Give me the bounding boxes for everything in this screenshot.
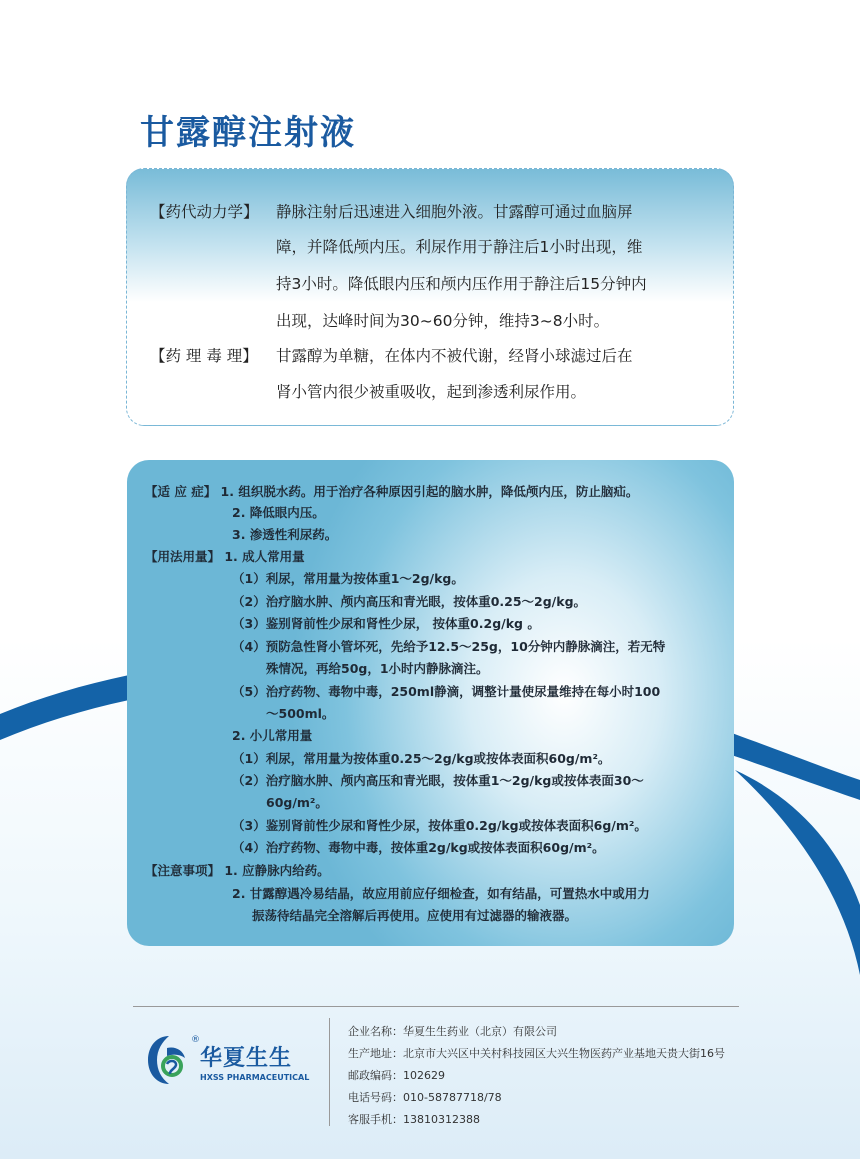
pharmacokinetics-line: 持3小时。降低眼内压和颅内压作用于静注后15分钟内 <box>276 275 647 293</box>
toxicology-line: 肾小管内很少被重吸收，起到渗透利尿作用。 <box>276 383 587 401</box>
dosage-line: （4）预防急性肾小管坏死，先给予12.5～25g，10分钟内静脉滴注，若无特 <box>232 639 666 654</box>
company-address: 生产地址：北京市大兴区中关村科技园区大兴生物医药产业基地天贵大街16号 <box>348 1047 725 1060</box>
indications-line: 3. 渗透性利尿药。 <box>232 527 338 542</box>
pharmacokinetics-line: 出现，达峰时间为30~60分钟，维持3~8小时。 <box>276 312 610 330</box>
pharmacokinetics-line: 静脉注射后迅速进入细胞外液。甘露醇可通过血脑屏 <box>276 203 633 221</box>
registered-mark: ® <box>191 1035 200 1045</box>
dosage-line: ～500ml。 <box>266 706 335 721</box>
toxicology-line: 甘露醇为单糖，在体内不被代谢，经肾小球滤过后在 <box>276 347 633 365</box>
phone-number: 电话号码：010-58787718/78 <box>348 1091 502 1104</box>
dosage-line: （1）利尿，常用量为按体重0.25～2g/kg或按体表面积60g/m²。 <box>232 751 611 766</box>
precautions-line: 2. 甘露醇遇冷易结晶，故应用前应仔细检查，如有结晶，可置热水中或用力 <box>232 886 650 901</box>
precautions-line: 振荡待结晶完全溶解后再使用。应使用有过滤器的输液器。 <box>252 908 578 923</box>
company-logo-text: 华夏生生 <box>200 1046 293 1071</box>
dosage-line: （2）治疗脑水肿、颅内高压和青光眼，按体重1～2g/kg或按体表面30～ <box>232 773 644 788</box>
company-name: 企业名称：华夏生生药业（北京）有限公司 <box>348 1025 557 1038</box>
indications-line: 【适 应 症】 1. 组织脱水药。用于治疗各种原因引起的脑水肿，降低颅内压，防止脑疝。 <box>145 484 639 499</box>
dosage-line: （5）治疗药物、毒物中毒，250ml静滴，调整计量使尿量维持在每小时100 <box>232 684 661 699</box>
dosage-line: （3）鉴别肾前性少尿和肾性少尿，按体重0.2g/kg或按体表面积6g/m²。 <box>232 818 647 833</box>
dosage-line: （1）利尿，常用量为按体重1～2g/kg。 <box>232 571 464 586</box>
page-title: 甘露醇注射液 <box>140 113 356 153</box>
dosage-line: 【用法用量】 1. 成人常用量 <box>145 549 305 564</box>
dosage-line: 殊情况，再给50g，1小时内静脉滴注。 <box>266 661 489 676</box>
footer-vertical-divider <box>329 1018 330 1126</box>
dosage-line: 60g/m²。 <box>266 795 328 810</box>
pharmacokinetics-label: 【药代动力学】 <box>150 203 259 221</box>
postal-code: 邮政编码：102629 <box>348 1069 445 1082</box>
pharmacokinetics-line: 障，并降低颅内压。利尿作用于静注后1小时出现，维 <box>276 238 643 256</box>
dosage-line: （4）治疗药物、毒物中毒，按体重2g/kg或按体表面积60g/m²。 <box>232 840 605 855</box>
service-mobile: 客服手机：13810312388 <box>348 1113 480 1126</box>
indications-line: 2. 降低眼内压。 <box>232 505 325 520</box>
footer-divider <box>133 1006 739 1007</box>
dosage-line: 2. 小儿常用量 <box>232 728 313 743</box>
toxicology-row <box>150 344 633 366</box>
company-logo-icon <box>145 1034 193 1086</box>
company-logo-english: HXSS PHARMACEUTICAL <box>200 1073 310 1082</box>
toxicology-label: 【药 理 毒 理】 <box>150 347 258 365</box>
pharmacokinetics-row <box>150 200 633 222</box>
dosage-line: （3）鉴别肾前性少尿和肾性少尿， 按体重0.2g/kg 。 <box>232 616 540 631</box>
dosage-line: （2）治疗脑水肿、颅内高压和青光眼，按体重0.25～2g/kg。 <box>232 594 587 609</box>
precautions-line: 【注意事项】 1. 应静脉内给药。 <box>145 863 330 878</box>
